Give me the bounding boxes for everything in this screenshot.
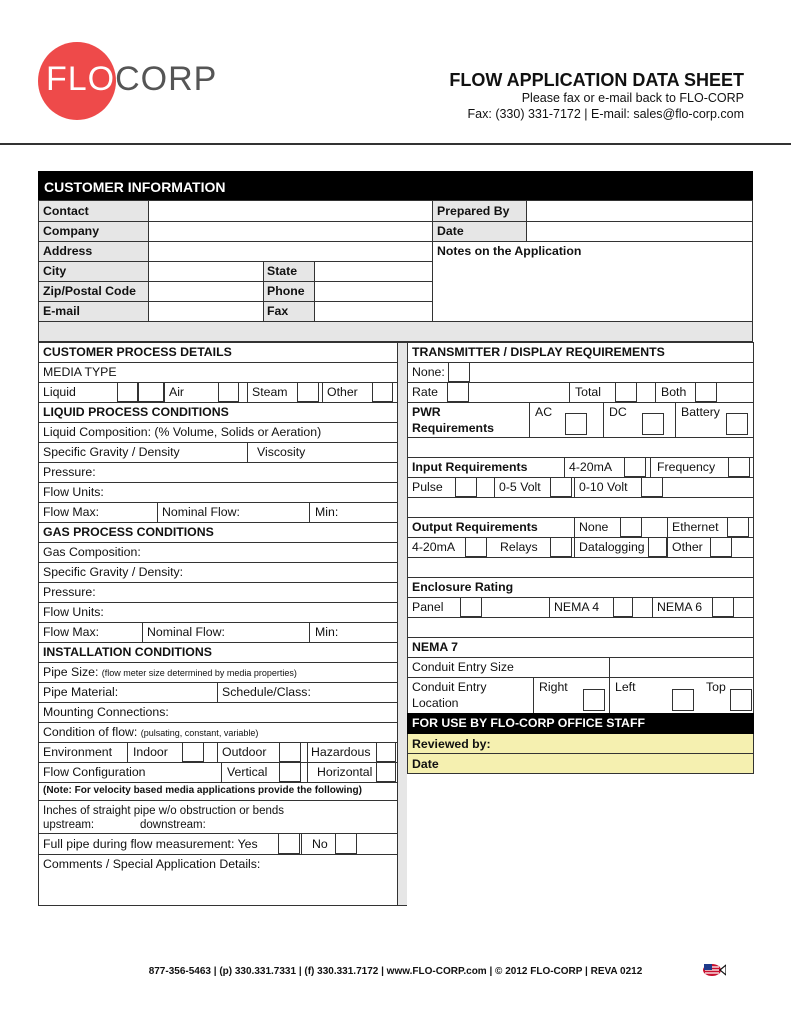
conduit-top-label: Top <box>706 680 726 694</box>
customer-info-title: CUSTOMER INFORMATION <box>44 179 226 195</box>
media-type-label: MEDIA TYPE <box>43 365 117 379</box>
contact-label: Contact <box>43 204 89 218</box>
pipe-size-label <box>43 666 297 678</box>
conduit-top-checkbox[interactable] <box>730 689 752 711</box>
velocity-note: (Note: For velocity based media applications provide the following) <box>43 785 362 796</box>
ac-label: AC <box>535 405 553 419</box>
full-pipe-label: Full pipe during flow measurement: Yes <box>43 837 258 851</box>
transmitter-heading: TRANSMITTER / DISPLAY REQUIREMENTS <box>412 345 665 359</box>
reviewed-by-row[interactable] <box>408 734 753 754</box>
datalogging-label: Datalogging <box>579 540 645 554</box>
output-none-label: None <box>579 520 609 534</box>
gas-flow-max-label: Flow Max: <box>43 625 100 639</box>
conduit-right-label: Right <box>539 680 568 694</box>
hazardous-label: Hazardous <box>311 745 371 759</box>
installation-heading: INSTALLATION CONDITIONS <box>43 645 212 659</box>
full-pipe-no-checkbox[interactable] <box>335 833 357 854</box>
vertical-label: Vertical <box>227 765 268 779</box>
liquid-checkbox-2[interactable] <box>138 382 164 402</box>
liquid-composition-label: Liquid Composition: (% Volume, Solids or Aeration) <box>43 425 322 439</box>
footer-text: 877-356-5463 | (p) 330.331.7331 | (f) 330.331.7172 | www.FLO-CORP.com | © 2012 FLO-CORP | REVA 0212 <box>148 966 643 977</box>
conduit-right-checkbox[interactable] <box>583 689 605 711</box>
ethernet-checkbox[interactable] <box>727 517 749 537</box>
both-checkbox[interactable] <box>695 382 717 402</box>
date-label: Date <box>437 224 464 238</box>
rate-checkbox[interactable] <box>447 382 469 402</box>
footer <box>0 966 791 977</box>
other-label: Other <box>327 385 358 399</box>
comments-field[interactable] <box>39 872 397 905</box>
frequency-label: Frequency <box>657 460 716 474</box>
condition-flow-label <box>43 726 258 738</box>
air-label: Air <box>169 385 185 399</box>
outdoor-label: Outdoor <box>222 745 267 759</box>
straight-pipe-label: Inches of straight pipe w/o obstruction or bends <box>43 805 285 817</box>
staff-use-header <box>407 713 754 734</box>
output-none-checkbox[interactable] <box>620 517 642 537</box>
nominal-flow-label: Nominal Flow: <box>162 505 240 519</box>
email-label: E-mail <box>43 304 80 318</box>
gas-sg-density-label: Specific Gravity / Density: <box>43 565 184 579</box>
nema6-checkbox[interactable] <box>712 597 734 617</box>
dc-label: DC <box>609 405 627 419</box>
gas-conditions-heading: GAS PROCESS CONDITIONS <box>43 525 214 539</box>
display-none-checkbox[interactable] <box>448 362 470 382</box>
horizontal-label: Horizontal <box>317 765 373 779</box>
conduit-size-field[interactable] <box>610 658 753 677</box>
pressure-label: Pressure: <box>43 465 96 479</box>
battery-checkbox[interactable] <box>726 413 748 435</box>
steam-label: Steam <box>252 385 288 399</box>
fax-field[interactable] <box>315 301 432 321</box>
city-label: City <box>43 264 67 278</box>
pulse-label: Pulse <box>412 480 443 494</box>
outdoor-checkbox[interactable] <box>279 742 301 762</box>
volt-0-10-label: 0-10 Volt <box>579 480 628 494</box>
full-pipe-yes-checkbox[interactable] <box>278 833 300 854</box>
enclosure-rating-label: Enclosure Rating <box>412 580 514 594</box>
notes-label: Notes on the Application <box>437 244 582 258</box>
conduit-location-label: Location <box>412 696 459 710</box>
relays-label: Relays <box>500 540 538 554</box>
viscosity-label: Viscosity <box>257 445 306 459</box>
page-title: FLOW APPLICATION DATA SHEET <box>449 70 744 90</box>
frequency-checkbox[interactable] <box>728 457 750 477</box>
pipe-size-note: (flow meter size determined by media properties) <box>101 668 297 678</box>
address-label: Address <box>43 244 93 258</box>
input-4-20ma-checkbox[interactable] <box>624 457 646 477</box>
input-requirements-label: Input Requirements <box>412 460 528 474</box>
customer-info-footer-bar <box>39 321 752 341</box>
display-none-label: None: <box>412 365 445 379</box>
environment-label: Environment <box>43 745 113 759</box>
pipe-material-label: Pipe Material: <box>43 685 119 699</box>
phone-field[interactable] <box>315 281 432 301</box>
total-label: Total <box>575 385 601 399</box>
mounting-label: Mounting Connections: <box>43 705 169 719</box>
indoor-label: Indoor <box>133 745 168 759</box>
flag-fish-icon <box>702 963 726 977</box>
email-field[interactable] <box>149 301 263 321</box>
schedule-class-label: Schedule/Class: <box>222 685 311 699</box>
min-label: Min: <box>315 505 339 519</box>
vertical-checkbox[interactable] <box>279 762 301 782</box>
condition-flow-text: Condition of flow: <box>43 725 138 739</box>
prepared-by-field[interactable] <box>527 201 752 221</box>
comments-label: Comments / Special Application Details: <box>43 857 261 871</box>
city-field[interactable] <box>149 261 263 281</box>
gas-nominal-flow-label: Nominal Flow: <box>147 625 225 639</box>
address-field[interactable] <box>149 241 432 261</box>
nema6-label: NEMA 6 <box>657 600 703 614</box>
company-field[interactable] <box>149 221 432 241</box>
volt-0-5-checkbox[interactable] <box>550 477 572 497</box>
zip-label: Zip/Postal Code <box>43 284 136 298</box>
state-label: State <box>267 264 298 278</box>
notes-field[interactable] <box>433 262 752 321</box>
downstream-label: downstream: <box>140 819 206 831</box>
conduit-size-label: Conduit Entry Size <box>412 660 514 674</box>
zip-field[interactable] <box>149 281 263 301</box>
pwr-requirements-label: Requirements <box>412 421 495 435</box>
liquid-checkbox[interactable] <box>117 382 138 402</box>
panel-checkbox[interactable] <box>460 597 482 617</box>
gas-pressure-label: Pressure: <box>43 585 96 599</box>
nema7-label: NEMA 7 <box>412 640 459 654</box>
datalogging-checkbox[interactable] <box>648 537 667 557</box>
volt-0-10-checkbox[interactable] <box>641 477 663 497</box>
pipe-size-text: Pipe Size: <box>43 665 99 679</box>
pulse-checkbox[interactable] <box>455 477 477 497</box>
prepared-by-label: Prepared By <box>437 204 510 218</box>
staff-date-label: Date <box>412 757 439 771</box>
condition-flow-note: (pulsating, constant, variable) <box>140 728 259 738</box>
hazardous-checkbox[interactable] <box>376 742 396 762</box>
sg-density-label: Specific Gravity / Density <box>43 445 180 459</box>
fax-label: Fax <box>267 304 289 318</box>
ethernet-label: Ethernet <box>672 520 719 534</box>
logo-flo: FLO <box>46 60 116 98</box>
conduit-entry-label: Conduit Entry <box>412 680 487 694</box>
upstream-label: upstream: <box>43 819 95 831</box>
rate-label: Rate <box>412 385 438 399</box>
both-label: Both <box>661 385 687 399</box>
output-other-label: Other <box>672 540 703 554</box>
relays-checkbox[interactable] <box>550 537 572 557</box>
contact-field[interactable] <box>149 201 432 221</box>
panel-label: Panel <box>412 600 444 614</box>
process-details-heading: CUSTOMER PROCESS DETAILS <box>43 345 232 359</box>
output-4-20ma-checkbox[interactable] <box>465 537 487 557</box>
flow-config-label: Flow Configuration <box>43 765 146 779</box>
output-requirements-label: Output Requirements <box>412 520 538 534</box>
header-contact: Fax: (330) 331-7172 | E-mail: sales@flo-corp.com <box>467 107 744 121</box>
page-subtitle: Please fax or e-mail back to FLO-CORP <box>521 91 744 105</box>
customer-info-header <box>38 171 753 201</box>
output-other-checkbox[interactable] <box>710 537 732 557</box>
flow-max-label: Flow Max: <box>43 505 100 519</box>
gas-composition-label: Gas Composition: <box>43 545 141 559</box>
column-gutter <box>398 342 407 906</box>
air-checkbox[interactable] <box>218 382 239 402</box>
liquid-conditions-heading: LIQUID PROCESS CONDITIONS <box>43 405 229 419</box>
conduit-left-label: Left <box>615 680 636 694</box>
volt-0-5-label: 0-5 Volt <box>499 480 541 494</box>
staff-date-row[interactable] <box>408 754 753 773</box>
company-label: Company <box>43 224 100 238</box>
total-checkbox[interactable] <box>615 382 637 402</box>
flow-units-label: Flow Units: <box>43 485 104 499</box>
steam-checkbox[interactable] <box>297 382 319 402</box>
nema4-label: NEMA 4 <box>554 600 600 614</box>
dc-checkbox[interactable] <box>642 413 664 435</box>
staff-use-title: FOR USE BY FLO-CORP OFFICE STAFF <box>412 716 645 730</box>
conduit-left-checkbox[interactable] <box>672 689 694 711</box>
state-field[interactable] <box>315 261 432 281</box>
battery-label: Battery <box>681 405 720 419</box>
liquid-label: Liquid <box>43 385 76 399</box>
logo <box>46 60 217 99</box>
ac-checkbox[interactable] <box>565 413 587 435</box>
reviewed-by-label: Reviewed by: <box>412 737 491 751</box>
pwr-label: PWR <box>412 405 441 419</box>
date-field[interactable] <box>527 221 752 241</box>
other-checkbox[interactable] <box>372 382 393 402</box>
gas-min-label: Min: <box>315 625 339 639</box>
header-divider <box>0 143 791 145</box>
phone-label: Phone <box>267 284 305 298</box>
gas-flow-units-label: Flow Units: <box>43 605 104 619</box>
indoor-checkbox[interactable] <box>182 742 204 762</box>
input-4-20ma-label: 4-20mA <box>569 460 613 474</box>
logo-corp: CORP <box>115 60 218 98</box>
output-4-20ma-label: 4-20mA <box>412 540 456 554</box>
nema4-checkbox[interactable] <box>613 597 633 617</box>
horizontal-checkbox[interactable] <box>376 762 396 782</box>
full-pipe-no-label: No <box>312 837 328 851</box>
